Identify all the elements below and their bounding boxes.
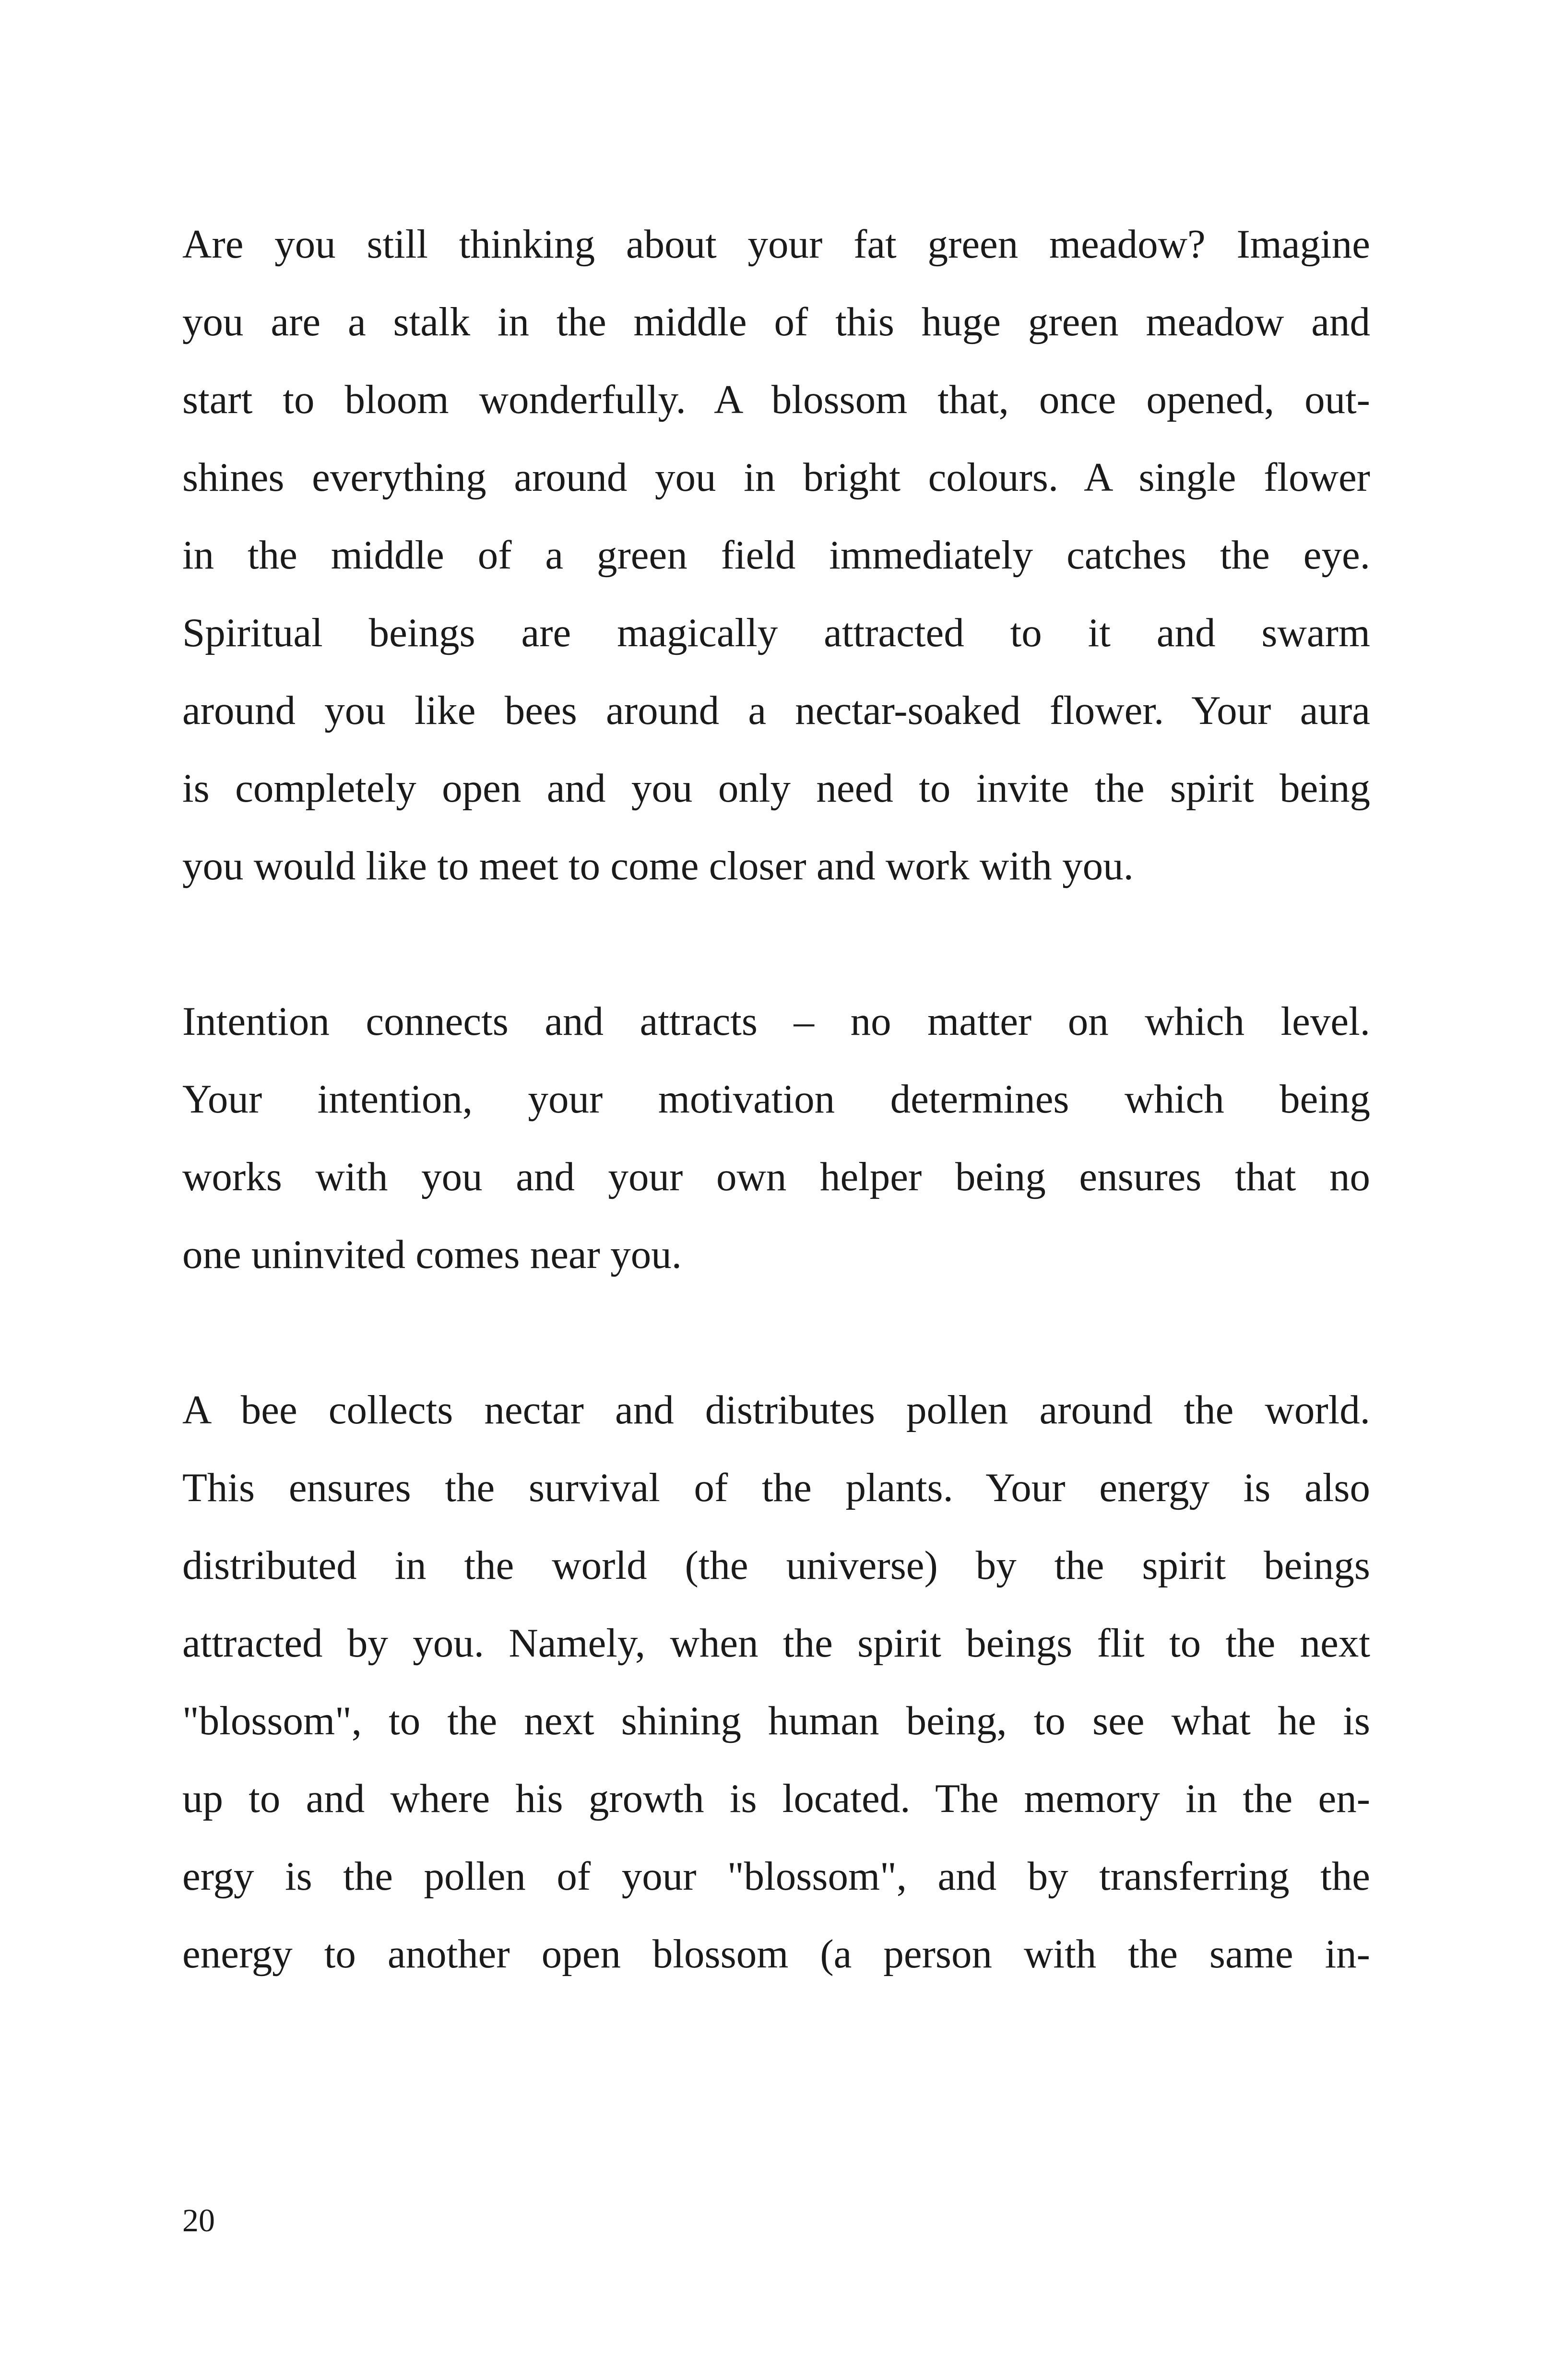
- text-line: up to and where his growth is located. The memory in the en-: [182, 1776, 1370, 1821]
- text-line: you would like to meet to come closer and work with you.: [182, 843, 1134, 888]
- text-line: ergy is the pollen of your "blossom", and by transferring the: [182, 1854, 1370, 1899]
- paragraph-3: [182, 1371, 1370, 1993]
- paragraph-1: [182, 205, 1370, 905]
- text-line: A bee collects nectar and distributes pollen around the world.: [182, 1387, 1370, 1433]
- text-line: attracted by you. Namely, when the spirit beings flit to the next: [182, 1621, 1370, 1666]
- text-line: around you like bees around a nectar-soaked flower. Your aura: [182, 688, 1370, 733]
- text-line: one uninvited comes near you.: [182, 1232, 682, 1277]
- text-line: distributed in the world (the universe) by the spirit beings: [182, 1543, 1370, 1588]
- text-line: start to bloom wonderfully. A blossom that, once opened, out-: [182, 377, 1370, 422]
- text-line: you are a stalk in the middle of this huge green meadow and: [182, 299, 1370, 344]
- text-line: energy to another open blossom (a person with the same in-: [182, 1931, 1370, 1977]
- paragraph-2: [182, 983, 1370, 1293]
- text-line: shines everything around you in bright colours. A single flower: [182, 455, 1370, 500]
- text-line: works with you and your own helper being ensures that no: [182, 1154, 1370, 1199]
- text-line: Spiritual beings are magically attracted to it and swarm: [182, 610, 1370, 655]
- text-line: This ensures the survival of the plants. Your energy is also: [182, 1465, 1370, 1510]
- text-line: "blossom", to the next shining human being, to see what he is: [182, 1698, 1370, 1743]
- page-number: 20: [182, 2202, 215, 2238]
- text-line: Intention connects and attracts – no matter on which level.: [182, 999, 1370, 1044]
- text-line: in the middle of a green field immediately catches the eye.: [182, 533, 1370, 578]
- text-line: is completely open and you only need to invite the spirit being: [182, 766, 1370, 811]
- text-line: Your intention, your motivation determines which being: [182, 1077, 1370, 1122]
- text-line: Are you still thinking about your fat green meadow? Imagine: [182, 222, 1370, 267]
